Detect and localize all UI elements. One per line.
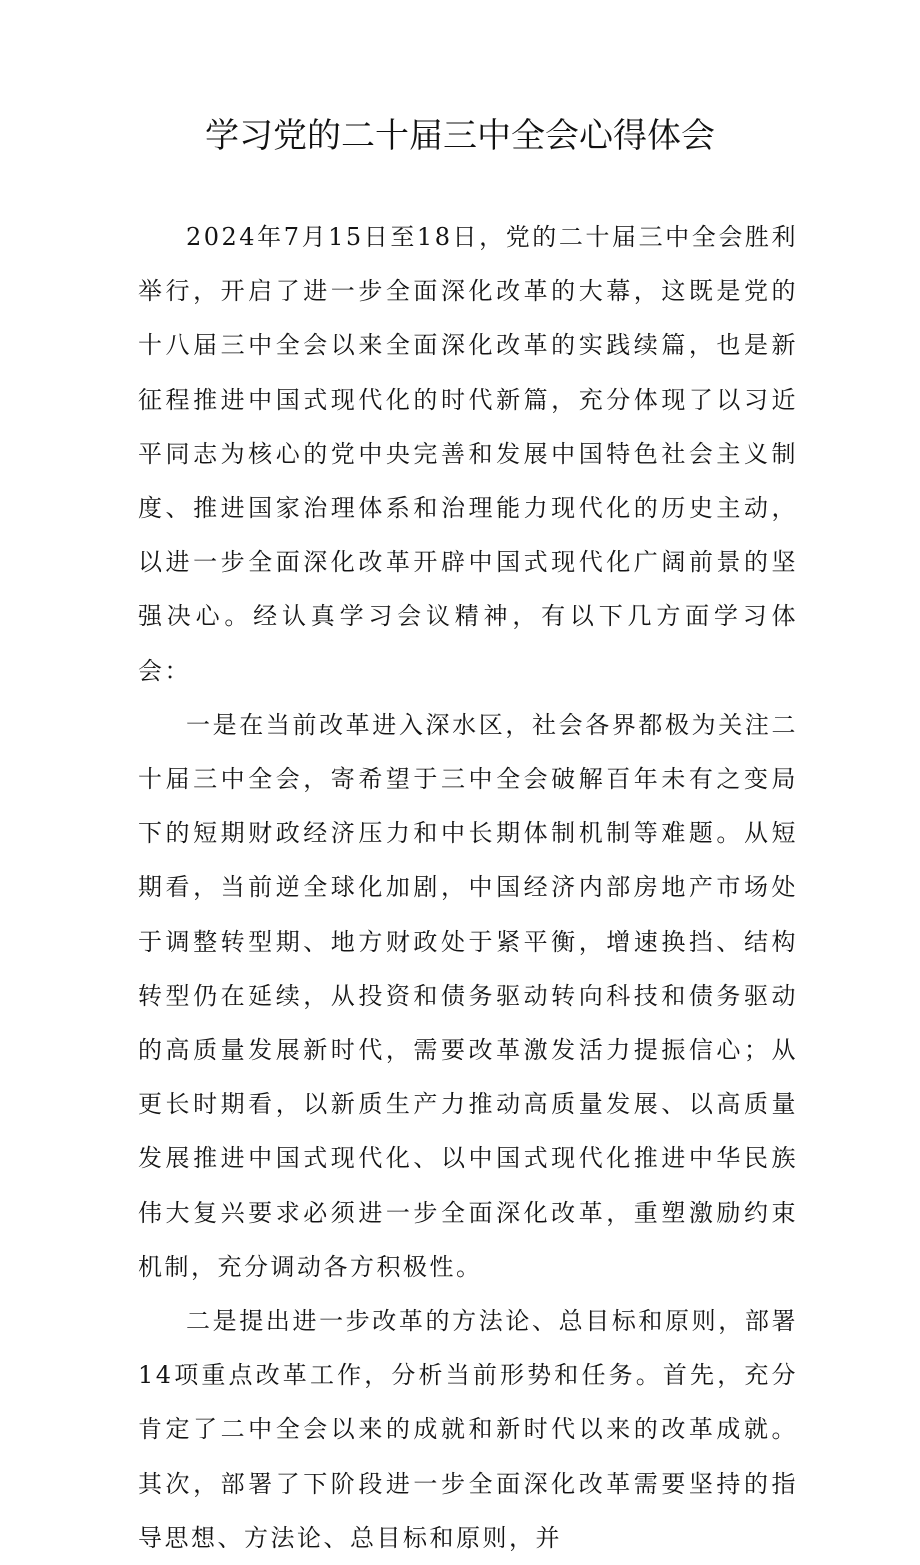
paragraph-intro: 2024年7月15日至18日，党的二十届三中全会胜利举行，开启了进一步全面深化改革的大幕，这既是党的十八届三中全会以来全面深化改革的实践续篇，也是新征程推进中国式现代化的时代新篇，充分体现了以习近平同志为核心的党中央完善和发展中国特色社会主义制度、推进国家治理体系和治理能力现代化的历史主动，以进一步全面深化改革开辟中国式现代化广阔前景的坚强决心。经认真学习会议精神，有以下几方面学习体会： [138, 223, 798, 685]
document-title: 学习党的二十届三中全会心得体会 [205, 116, 715, 156]
document-body [138, 210, 798, 1565]
paragraph-point-two: 二是提出进一步改革的方法论、总目标和原则，部署14项重点改革工作，分析当前形势和任务。首先，充分肯定了二中全会以来的成就和新时代以来的改革成就。其次，部署了下阶段进一步全面深化改革需要坚持的指导思想、方法论、总目标和原则，并 [138, 1307, 798, 1552]
paragraph-point-one: 一是在当前改革进入深水区，社会各界都极为关注二十届三中全会，寄希望于三中全会破解百年未有之变局下的短期财政经济压力和中长期体制机制等难题。从短期看，当前逆全球化加剧，中国经济内部房地产市场处于调整转型期、地方财政处于紧平衡，增速换挡、结构转型仍在延续，从投资和债务驱动转向科技和债务驱动的高质量发展新时代，需要改革激发活力提振信心；从更长时期看，以新质生产力推动高质量发展、以高质量发展推进中国式现代化、以中国式现代化推进中华民族伟大复兴要求必须进一步全面深化改革，重塑激励约束机制，充分调动各方积极性。 [138, 710, 798, 1281]
